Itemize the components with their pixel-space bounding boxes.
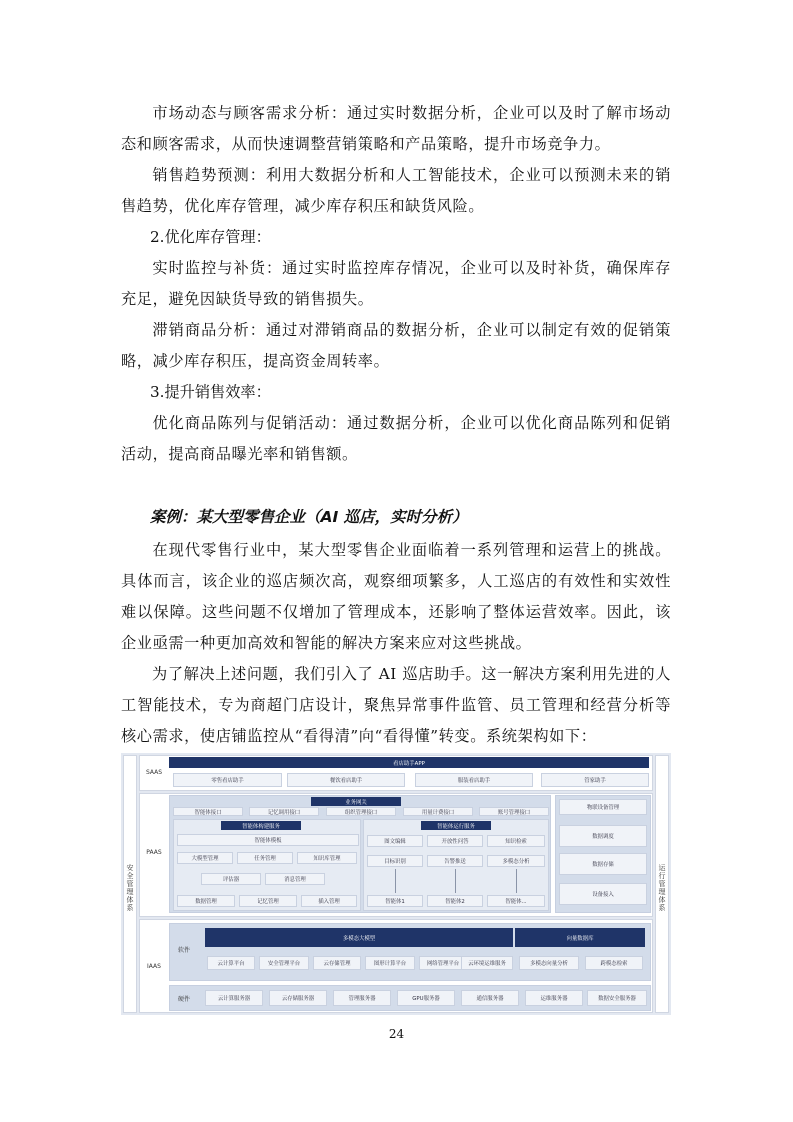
agent-build-title: 智能体构建服务 [221, 821, 301, 830]
run-item: 告警推送 [427, 855, 483, 867]
hardware-item: 数据安全服务器 [587, 990, 647, 1006]
paas-interface: 记忆调用接口 [249, 807, 319, 816]
saas-app-bar: 看店助手APP [169, 757, 649, 768]
run-item: 开放性问答 [427, 835, 483, 847]
heading-sales-efficiency: 3.提升销售效率： [150, 383, 271, 401]
paas-interface: 账号管理接口 [479, 807, 549, 816]
side-item: 设备接入 [559, 883, 647, 905]
software-item: 安全管理平台 [259, 956, 309, 970]
hardware-item: 云存储服务器 [269, 990, 327, 1006]
paragraph-market-analysis: 市场动态与顾客需求分析：通过实时数据分析，企业可以及时了解市场动态和顾客需求，从而快速调整营销策略和产品策略，提升市场竞争力。 [121, 104, 671, 153]
security-label: 安全管理体系 [126, 864, 134, 912]
run-item: 知识检索 [487, 835, 545, 847]
saas-label: SAAS [145, 768, 163, 776]
paragraph-realtime-restock: 实时监控与补货：通过实时监控库存情况，企业可以及时补货，确保库存充足，避免因缺货导致的销售损失。 [121, 259, 671, 308]
build-item: 评估器 [201, 873, 261, 885]
software-item: 跨模态检索 [585, 956, 643, 970]
paragraph-sales-forecast: 销售趋势预测：利用大数据分析和人工智能技术，企业可以预测未来的销售趋势，优化库存管理，减少库存积压和缺货风险。 [121, 166, 671, 215]
run-item: 多模态分析 [487, 855, 545, 867]
heading-inventory: 2.优化库存管理： [150, 228, 271, 246]
side-item: 数据存储 [559, 853, 647, 875]
page-number: 24 [388, 1027, 405, 1041]
case-title: 案例：某大型零售企业（AI 巡店，实时分析） [150, 508, 468, 526]
paas-interface: 智能体接口 [173, 807, 243, 816]
saas-item: 餐饮看店助手 [287, 773, 405, 787]
business-gateway: 业务网关 [311, 797, 401, 806]
software-item: 云存储管理 [313, 956, 361, 970]
hardware-label: 硬件 [177, 995, 190, 1003]
build-item: 大模型管理 [177, 852, 233, 864]
paas-interface: 用量计费接口 [403, 807, 473, 816]
build-item: 任务管理 [237, 852, 293, 864]
saas-item: 管家助手 [541, 773, 649, 787]
agent-instance: 智能体2 [427, 895, 483, 907]
hardware-item: 管理服务器 [333, 990, 391, 1006]
multimodal-model-bar: 多模态大模型 [205, 928, 513, 947]
paas-interface: 组织管理接口 [326, 807, 396, 816]
vector-db-bar: 向量数据库 [515, 928, 645, 947]
paragraph-display-promo: 优化商品陈列与促销活动：通过数据分析，企业可以优化商品陈列和促销活动，提高商品曝光率和销售额。 [121, 414, 671, 463]
side-item: 数据调度 [559, 825, 647, 847]
build-item: 消息管理 [265, 873, 325, 885]
agent-instance: 智能体1 [367, 895, 423, 907]
flow-arrow [516, 869, 517, 893]
paragraph-slow-moving: 滞销商品分析：通过对滞销商品的数据分析，企业可以制定有效的促销策略，减少库存积压，提高资金周转率。 [121, 321, 671, 370]
system-architecture-diagram [121, 753, 671, 1015]
agent-instance: 智能体... [487, 895, 545, 907]
software-item: 图形计算平台 [365, 956, 415, 970]
run-item: 图文编辑 [367, 835, 423, 847]
software-item: 云环境运维服务 [461, 956, 513, 970]
saas-item: 零售看店助手 [173, 773, 282, 787]
paragraph-case-solution: 为了解决上述问题，我们引入了 AI 巡店助手。这一解决方案利用先进的人工智能技术，专为商超门店设计，聚焦异常事件监管、员工管理和经营分析等核心需求，使店铺监控从“看得清”向“看得懂”转变。系统架构如下： [121, 665, 671, 745]
side-item: 物联设备管理 [559, 799, 647, 815]
hardware-item: 通信服务器 [461, 990, 519, 1006]
iaas-label: IAAS [147, 962, 161, 970]
operations-label: 运行管理体系 [658, 864, 666, 912]
agent-run-title: 智能体运行服务 [421, 821, 491, 830]
build-item: 知识库管理 [297, 852, 357, 864]
paragraph-case-intro: 在现代零售行业中，某大型零售企业面临着一系列管理和运营上的挑战。具体而言，该企业的巡店频次高，观察细项繁多，人工巡店的有效性和实效性难以保障。这些问题不仅增加了管理成本，还影响了整体运营效率。因此，该企业亟需一种更加高效和智能的解决方案来应对这些挑战。 [121, 541, 671, 652]
saas-item: 服装看店助手 [415, 773, 533, 787]
build-item: 数据管理 [177, 895, 235, 907]
software-item: 网络管理平台 [419, 956, 467, 970]
software-item: 云计算平台 [207, 956, 255, 970]
software-label: 软件 [177, 946, 190, 954]
run-item: 目标识别 [367, 855, 423, 867]
hardware-item: 运维服务器 [525, 990, 583, 1006]
hardware-item: 云计算服务器 [205, 990, 263, 1006]
build-item: 智能体模板 [177, 834, 359, 846]
paas-label: PAAS [146, 848, 162, 856]
hardware-item: GPU服务器 [397, 990, 455, 1006]
software-item: 多模态向量分析 [519, 956, 579, 970]
build-item: 插入管理 [301, 895, 357, 907]
flow-arrow [455, 869, 456, 893]
flow-arrow [395, 869, 396, 893]
build-item: 记忆管理 [239, 895, 297, 907]
